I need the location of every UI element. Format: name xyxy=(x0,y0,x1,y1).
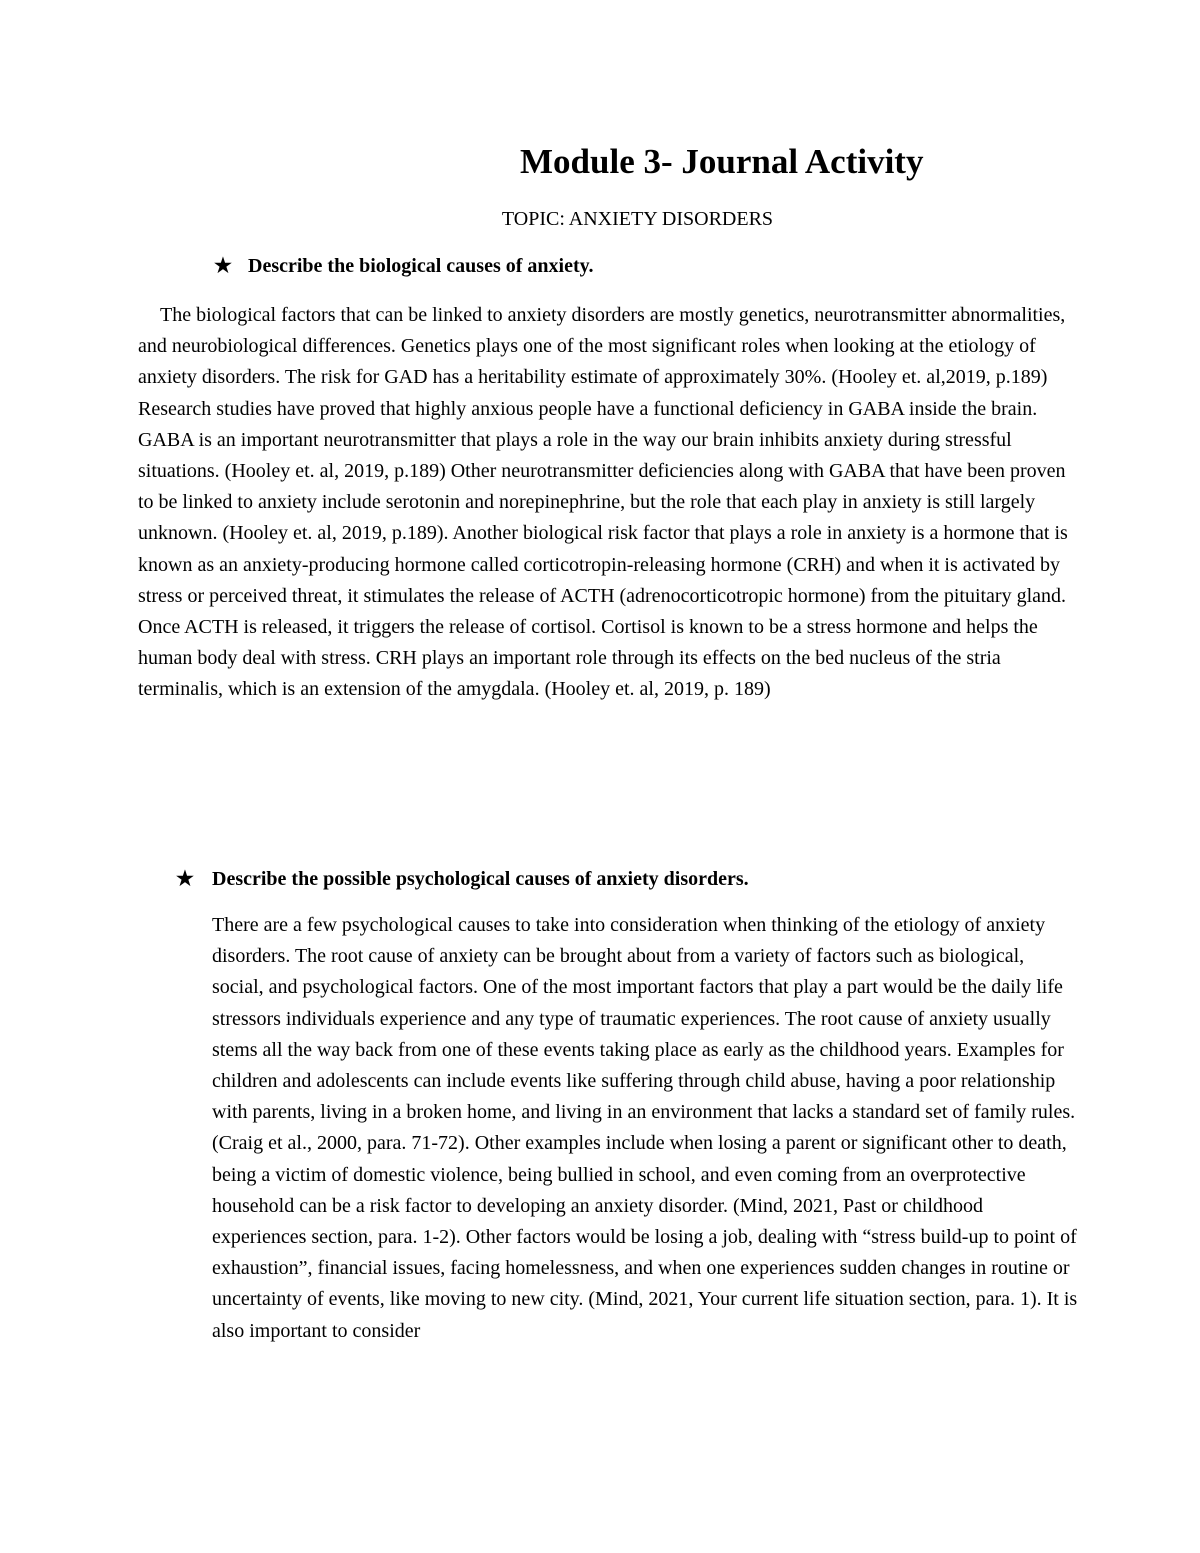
section-heading-text: Describe the possible psychological causes of anxiety disorders. xyxy=(212,868,749,890)
section-heading-psychological xyxy=(176,866,749,892)
page-title: Module 3- Journal Activity xyxy=(520,142,924,181)
section-body-biological: The biological factors that can be linked to anxiety disorders are mostly genetics, neurotransmitter abnormalities, and neurobiological differences. Genetics plays one of the most significant roles when looking at the etiology of anxiety disorders. The risk for GAD has a heritability estimate of approximately 30%. (Hooley et. al,2019, p.189) Research studies have proved that highly anxious people have a functional deficiency in GABA inside the brain. GABA is an important neurotransmitter that plays a role in the way our brain inhibits anxiety during stressful situations. (Hooley et. al, 2019, p.189) Other neurotransmitter deficiencies along with GABA that have been proven to be linked to anxiety include serotonin and norepinephrine, but the role that each play in anxiety is still largely unknown. (Hooley et. al, 2019, p.189). Another biological risk factor that plays a role in anxiety is a hormone that is known as an anxiety-producing hormone called corticotropin-releasing hormone (CRH) and when it is activated by stress or perceived threat, it stimulates the release of ACTH (adrenocorticotropic hormone) from the pituitary gland. Once ACTH is released, it triggers the release of cortisol. Cortisol is known to be a stress hormone and helps the human body deal with stress. CRH plays an important role through its effects on the bed nucleus of the stria terminalis, which is an extension of the amygdala. (Hooley et. al, 2019, p. 189) xyxy=(138,304,1068,701)
star-icon: ★ xyxy=(176,868,194,890)
topic-line: TOPIC: ANXIETY DISORDERS xyxy=(501,208,774,230)
section-body-psychological: There are a few psychological causes to take into consideration when thinking of the etiology of anxiety disorders. The root cause of anxiety can be brought about from a variety of factors such as biological, social, and psychological factors. One of the most important factors that play a part would be the daily life stressors individuals experience and any type of traumatic experiences. The root cause of anxiety usually stems all the way back from one of these events taking place as early as the childhood years. Examples for children and adolescents can include events like suffering through child abuse, having a poor relationship with parents, living in a broken home, and living in an environment that lacks a standard set of family rules. (Craig et al., 2000, para. 71-72). Other examples include when losing a parent or significant other to death, being a victim of domestic violence, being bullied in school, and even coming from an overprotective household can be a risk factor to developing an anxiety disorder. (Mind, 2021, Past or childhood experiences section, para. 1-2). Other factors would be losing a job, dealing with “stress build-up to point of exhaustion”, financial issues, facing homelessness, and when one experiences sudden changes in routine or uncertainty of events, like moving to new city. (Mind, 2021, Your current life situation section, para. 1). It is also important to consider xyxy=(212,914,1078,1342)
section-heading-text: Describe the biological causes of anxiety. xyxy=(248,255,594,277)
star-icon: ★ xyxy=(214,255,232,277)
section-heading-biological xyxy=(214,253,594,279)
